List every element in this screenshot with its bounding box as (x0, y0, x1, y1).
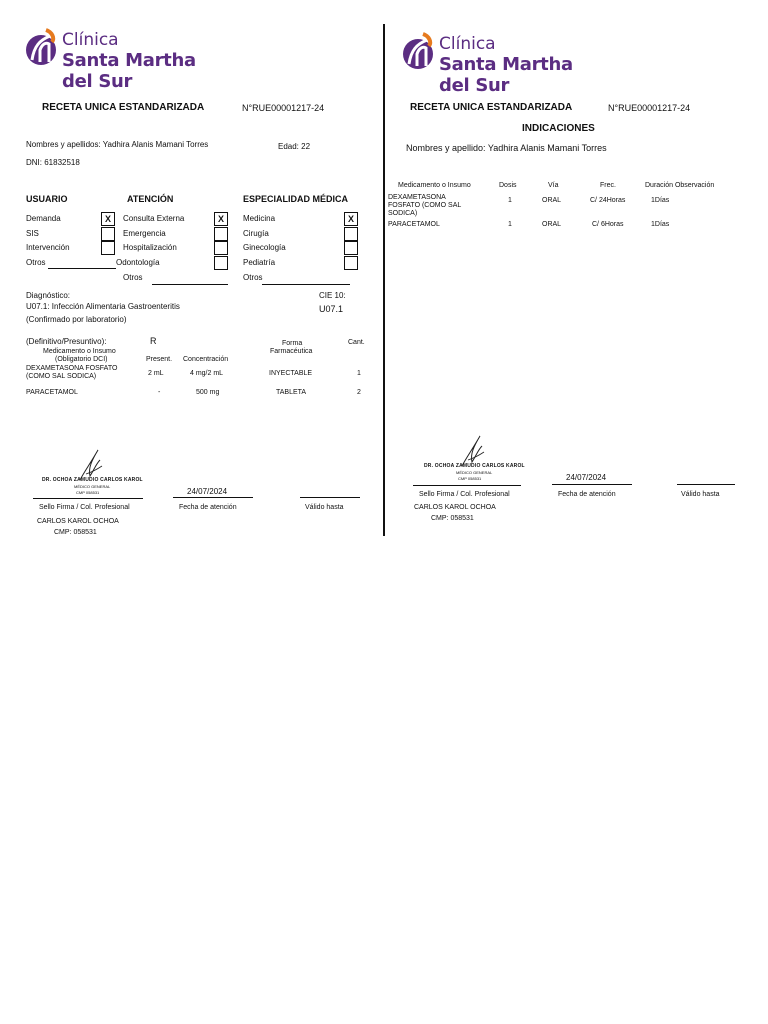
cie-label: CIE 10: (319, 291, 346, 300)
atencion-header: ATENCIÓN (127, 194, 174, 204)
fecha-label: Fecha de atención (558, 491, 616, 498)
receta-number: N°RUE00001217-24 (242, 103, 325, 113)
indicaciones-title: INDICACIONES (522, 123, 595, 134)
cie-code: U07.1 (319, 304, 344, 314)
usuario-sis: SIS (26, 229, 39, 238)
ind-header-via: Vía (548, 182, 559, 189)
checkbox-ginecologia[interactable] (344, 241, 358, 255)
brand-line2: Santa Martha del Sur (62, 50, 196, 92)
clinic-emblem-icon (401, 30, 437, 76)
ind-row1-dosis: 1 (508, 197, 512, 204)
atencion-hospitalizacion: Hospitalización (123, 243, 177, 252)
stamp-name: DR. OCHOA ZAMUDIO CARLOS KAROL (424, 463, 525, 469)
stamp-role: MÉDICO GENERAL (456, 470, 493, 475)
checkbox-emergencia[interactable] (214, 227, 228, 241)
diagnostico-note: (Confirmado por laboratorio) (26, 315, 127, 324)
brand-line1: Clínica (439, 34, 496, 54)
fecha-line (173, 497, 253, 498)
ind-row2-dosis: 1 (508, 221, 512, 228)
patient-name: Nombres y apellidos: Yadhira Alanis Mamani Torres (26, 140, 209, 149)
ind-header-dosis: Dosis (499, 182, 517, 189)
doctor-stamp (422, 432, 525, 484)
page-divider (383, 24, 385, 536)
ind-row2-via: ORAL (542, 221, 562, 228)
valido-label: Válido hasta (305, 504, 344, 511)
especialidad-header: ESPECIALIDAD MÉDICA (243, 194, 349, 204)
stamp-cmp: CMP 058531 (76, 490, 100, 495)
valido-line (677, 484, 735, 485)
atencion-otros-line (152, 284, 228, 285)
valido-line (300, 497, 360, 498)
usuario-demanda: Demanda (26, 214, 61, 223)
row2-med1: PARACETAMOL (26, 389, 78, 396)
usuario-header: USUARIO (26, 194, 68, 204)
brand-line2: Santa Martha del Sur (439, 54, 573, 96)
atencion-consulta: Consulta Externa (123, 214, 185, 223)
row1-present: 2 mL (148, 370, 164, 377)
especialidad-ginecologia: Ginecología (243, 243, 286, 252)
fecha-label: Fecha de atención (179, 504, 237, 511)
clinic-logo-right (401, 30, 601, 96)
doctor-stamp (40, 446, 143, 498)
especialidad-otros-line (262, 284, 350, 285)
fecha-value: 24/07/2024 (566, 473, 607, 482)
ind-row1-dur: 1Días (651, 197, 670, 204)
ind-row2-frec: C/ 6Horas (592, 221, 624, 228)
table-header-cant: Cant. (348, 339, 365, 346)
table-header-medicamento: Medicamento o Insumo (43, 348, 116, 355)
brand-line1: Clínica (62, 30, 119, 50)
patient-dni: DNI: 61832518 (26, 158, 80, 167)
usuario-otros: Otros (26, 258, 46, 267)
atencion-otros: Otros (123, 273, 143, 282)
checkbox-cirugia[interactable] (344, 227, 358, 241)
checkbox-medicina[interactable]: X (344, 212, 358, 226)
table-header-forma: Forma (282, 340, 303, 347)
row2-cant: 2 (357, 389, 361, 396)
table-header-concentracion: Concentración (183, 356, 229, 363)
fecha-line (552, 484, 632, 485)
especialidad-medicina: Medicina (243, 214, 276, 223)
checkbox-sis[interactable] (101, 227, 115, 241)
receta-title: RECETA UNICA ESTANDARIZADA (42, 102, 205, 113)
ind-row1-via: ORAL (542, 197, 562, 204)
atencion-emergencia: Emergencia (123, 229, 166, 238)
ind-row1-med1: DEXAMETASONA (388, 194, 446, 201)
checkbox-odontologia[interactable] (214, 256, 228, 270)
clinic-emblem-icon (24, 26, 60, 72)
especialidad-cirugia: Cirugía (243, 229, 269, 238)
patient-name: Nombres y apellido: Yadhira Alanis Mamani Torres (406, 143, 607, 153)
row1-cant: 1 (357, 370, 361, 377)
diagnostico-text: U07.1: Infección Alimentaria Gastroenteritis (26, 302, 180, 311)
especialidad-otros: Otros (243, 273, 263, 282)
ind-header-frec: Frec. (600, 182, 616, 189)
doctor-cmp: CMP: 058531 (431, 515, 474, 522)
fecha-value: 24/07/2024 (187, 487, 228, 496)
atencion-odontologia: Odontología (116, 258, 160, 267)
row1-med1: DEXAMETASONA FOSFATO (26, 365, 118, 372)
sello-label: Sello Firma / Col. Profesional (419, 491, 510, 498)
signature-line (413, 485, 521, 486)
definitivo-value: R (150, 336, 157, 346)
row1-conc: 4 mg/2 mL (190, 370, 224, 377)
signature-line (33, 498, 143, 499)
patient-age: Edad: 22 (278, 142, 311, 151)
checkbox-consulta-externa[interactable]: X (214, 212, 228, 226)
ind-header-medicamento: Medicamento o Insumo (398, 182, 471, 189)
definitivo-label: (Definitivo/Presuntivo): (26, 337, 107, 346)
row1-med2: (COMO SAL SODICA) (26, 373, 97, 380)
row2-conc: 500 mg (196, 389, 220, 396)
ind-row2-dur: 1Días (651, 221, 670, 228)
table-header-dci: (Obligatorio DCI) (55, 356, 108, 363)
ind-row2-med1: PARACETAMOL (388, 221, 440, 228)
usuario-intervencion: Intervención (26, 243, 70, 252)
usuario-otros-line (48, 268, 116, 269)
ind-row1-med3: SODICA) (388, 210, 418, 217)
ind-header-duracion: Duración Observación (645, 182, 715, 189)
doctor-cmp: CMP: 058531 (54, 529, 97, 536)
table-header-present: Present. (146, 356, 173, 363)
stamp-cmp: CMP 058531 (458, 476, 482, 481)
clinic-logo-left (24, 26, 224, 92)
checkbox-pediatria[interactable] (344, 256, 358, 270)
checkbox-intervencion[interactable] (101, 241, 115, 255)
receta-number: N°RUE00001217-24 (608, 103, 691, 113)
row1-forma: INYECTABLE (269, 370, 313, 377)
especialidad-pediatria: Pediatría (243, 258, 276, 267)
doctor-name: CARLOS KAROL OCHOA (414, 504, 496, 511)
checkbox-hospitalizacion[interactable] (214, 241, 228, 255)
ind-row1-frec: C/ 24Horas (590, 197, 626, 204)
sello-label: Sello Firma / Col. Profesional (39, 504, 130, 511)
ind-row1-med2: FOSFATO (COMO SAL (388, 202, 462, 209)
receta-title: RECETA UNICA ESTANDARIZADA (410, 102, 573, 113)
stamp-name: DR. OCHOA ZAMUDIO CARLOS KAROL (42, 477, 143, 483)
checkbox-demanda[interactable]: X (101, 212, 115, 226)
doctor-name: CARLOS KAROL OCHOA (37, 518, 119, 525)
valido-label: Válido hasta (681, 491, 720, 498)
diagnostico-label: Diagnóstico: (26, 291, 71, 300)
row2-forma: TABLETA (276, 389, 307, 396)
stamp-role: MÉDICO GENERAL (74, 484, 111, 489)
table-header-farmaceutica: Farmacéutica (270, 348, 313, 355)
row2-present: - (158, 389, 161, 396)
